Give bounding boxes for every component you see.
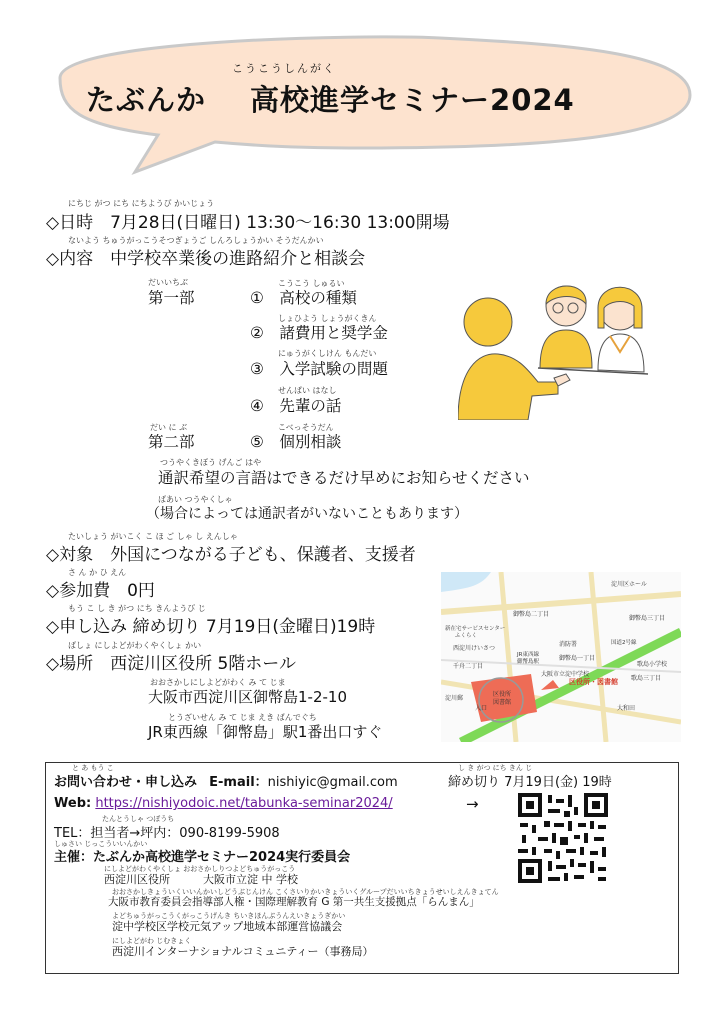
access-map — [441, 572, 681, 742]
place-ruby: ばしょ にしよどがわくやくしょ かい — [68, 641, 202, 650]
map-label: 大阪市立淀中学校 — [541, 671, 590, 678]
map-label: 大和田 — [617, 705, 636, 712]
member-ruby-2: おおさかしきょういくいいんかいしどうぶじんけん こくさいりかいきょういくグループだいいちきょうせいしえんきょてん — [112, 888, 499, 896]
program-item-2: ② 諸費用と奨学金 — [250, 324, 388, 342]
map-label: 御幣島駅 — [517, 659, 540, 665]
map-label: 国道2号線 — [611, 640, 637, 646]
member-2: 大阪市教育委員会指導部人権・国際理解教育 G 第一共生支援拠点「らんまん」 — [108, 896, 480, 908]
title-main: 高校進学セミナー2024 — [250, 83, 575, 117]
map-label: 歌島小学校 — [637, 661, 668, 668]
deadline-ruby: し き がつ にち きん じ — [458, 764, 533, 772]
tel-ruby: たんとうしゃ つぼうち — [102, 815, 175, 823]
contact-line — [54, 771, 398, 790]
program-item-1: ① 高校の種類 — [250, 289, 357, 307]
member-ruby-3: よどちゅうがっこうくがっこうげんき ちいきほんぶうんえいきょうぎかい — [112, 912, 346, 920]
prog-ruby-5: こべっそうだん — [278, 423, 334, 432]
fee-ruby: さ ん か ひ えん — [68, 568, 127, 577]
map-label: 消防署 — [559, 641, 578, 648]
map-label: ふくらく — [455, 633, 478, 639]
organizer-ruby: しゅさい じっこういいんかい — [54, 840, 148, 848]
prog-ruby-2: しょひよう しょうがくきん — [278, 314, 377, 323]
content-line: ◇内容 中学校卒業後の進路紹介と相談会 — [46, 249, 366, 269]
map-label: 御幣島一丁目 — [559, 655, 596, 662]
address-ruby: おおさかしにしよどがわく み て じま — [150, 678, 286, 687]
title-ruby: こうこうしんがく — [232, 62, 336, 75]
deadline: 締め切り 7月19日(金) 19時 — [448, 775, 612, 790]
email-label: E-mail： — [209, 775, 268, 790]
prog-ruby-4: せんぱい はなし — [278, 386, 337, 395]
contact-box — [45, 762, 679, 974]
part2-label: 第二部 — [148, 433, 195, 451]
fee-line: ◇参加費 0円 — [46, 581, 155, 601]
apply-line: ◇申し込み 締め切り 7月19日(金曜日)19時 — [46, 617, 376, 637]
member-ruby-4: にしよどがわ じむきょく — [112, 937, 192, 945]
part2-ruby: だい に ぶ — [150, 423, 188, 432]
map-label: 淀川区ホール — [611, 581, 647, 588]
interp-line: 通訳希望の言語はできるだけ早めにお知らせください — [158, 469, 530, 487]
prog-ruby-1: こうこう しゅるい — [278, 279, 345, 288]
date-line: ◇日時 7月28日(日曜日) 13:30～16:30 13:00開場 — [46, 213, 450, 233]
map-label: 千舟二丁目 — [453, 663, 484, 670]
member-3: 淀中学校区学校元気アップ地域本部運営協議会 — [112, 920, 343, 933]
contact-label: お問い合わせ・申し込み — [54, 775, 198, 790]
map-label: 淀川郵 — [445, 695, 464, 702]
program-item-3: ③ 入学試験の問題 — [250, 360, 388, 378]
member-4: 西淀川インターナショナルコミュニティー（事務局） — [112, 945, 374, 958]
part1-ruby: だいいちぶ — [148, 278, 188, 287]
title-prefix: たぶんか — [86, 83, 207, 117]
station: JR東西線「御幣島」駅1番出口すぐ — [148, 723, 383, 741]
tel: TEL：担当者→坪内：090-8199-5908 — [54, 826, 280, 841]
web-label: Web: — [54, 796, 92, 811]
web-line — [54, 796, 393, 811]
web-link[interactable]: https://nishiyodoic.net/tabunka-seminar2024/ — [95, 796, 393, 811]
organizer: 主催：たぶんか高校進学セミナー2024実行委員会 — [54, 850, 351, 865]
map-label: 区役所 — [493, 691, 512, 698]
target-ruby: たいしょう がいこく こ ほ ご しゃ し えんしゃ — [68, 532, 238, 541]
contact-ruby: と あ もう こ — [72, 764, 114, 772]
interp-ruby: つうやくきぼう げんご はや — [160, 458, 262, 467]
map-label: 図書館 — [493, 699, 512, 706]
map-label: 新在宅サービスセンター — [445, 626, 506, 632]
email[interactable]: nishiyic@gmail.com — [267, 775, 398, 790]
part1-label: 第一部 — [148, 289, 195, 307]
apply-ruby: もう こ し き がつ にち きんようび じ — [68, 604, 206, 613]
program-item-4: ④ 先輩の話 — [250, 397, 342, 415]
map-label: 西淀川けいさつ — [453, 645, 496, 652]
map-label: 御幣島三丁目 — [629, 615, 666, 622]
arrow: → — [466, 795, 479, 813]
member-1: 西淀川区役所 大阪市立淀 中 学校 — [104, 873, 298, 886]
program-item-5: ⑤ 個別相談 — [250, 433, 342, 451]
interp-note: （場合によっては通訳者がいないこともあります） — [146, 506, 468, 522]
map-label: JR東西線 — [517, 652, 539, 658]
prog-ruby-3: にゅうがくしけん もんだい — [278, 349, 377, 358]
interp-note-ruby: ばあい つうやくしゃ — [158, 495, 233, 504]
member-ruby-1: にしよどがわくやくしょ おおさかしりつよどちゅうがっこう — [104, 865, 296, 873]
map-label: 入口 — [475, 705, 488, 712]
target-line: ◇対象 外国につながる子ども、保護者、支援者 — [46, 545, 416, 565]
map-label: 御幣島二丁目 — [513, 611, 550, 618]
date-ruby: にちじ がつ にち にちようび かいじょう — [68, 199, 215, 208]
counseling-illustration — [458, 270, 658, 420]
address: 大阪市西淀川区御幣島1-2-10 — [148, 688, 348, 706]
content-ruby: ないよう ちゅうがっこうそつぎょうご しんろしょうかい そうだんかい — [68, 236, 324, 245]
map-label: 区役所・図書館 — [569, 678, 618, 686]
qr-code[interactable] — [518, 793, 608, 883]
station-ruby: とうざいせん み て じま えき ばんでぐち — [168, 713, 317, 722]
place-line: ◇場所 西淀川区役所 5階ホール — [46, 654, 296, 674]
page-title — [86, 78, 575, 119]
map-label: 歌島三丁目 — [631, 675, 662, 682]
